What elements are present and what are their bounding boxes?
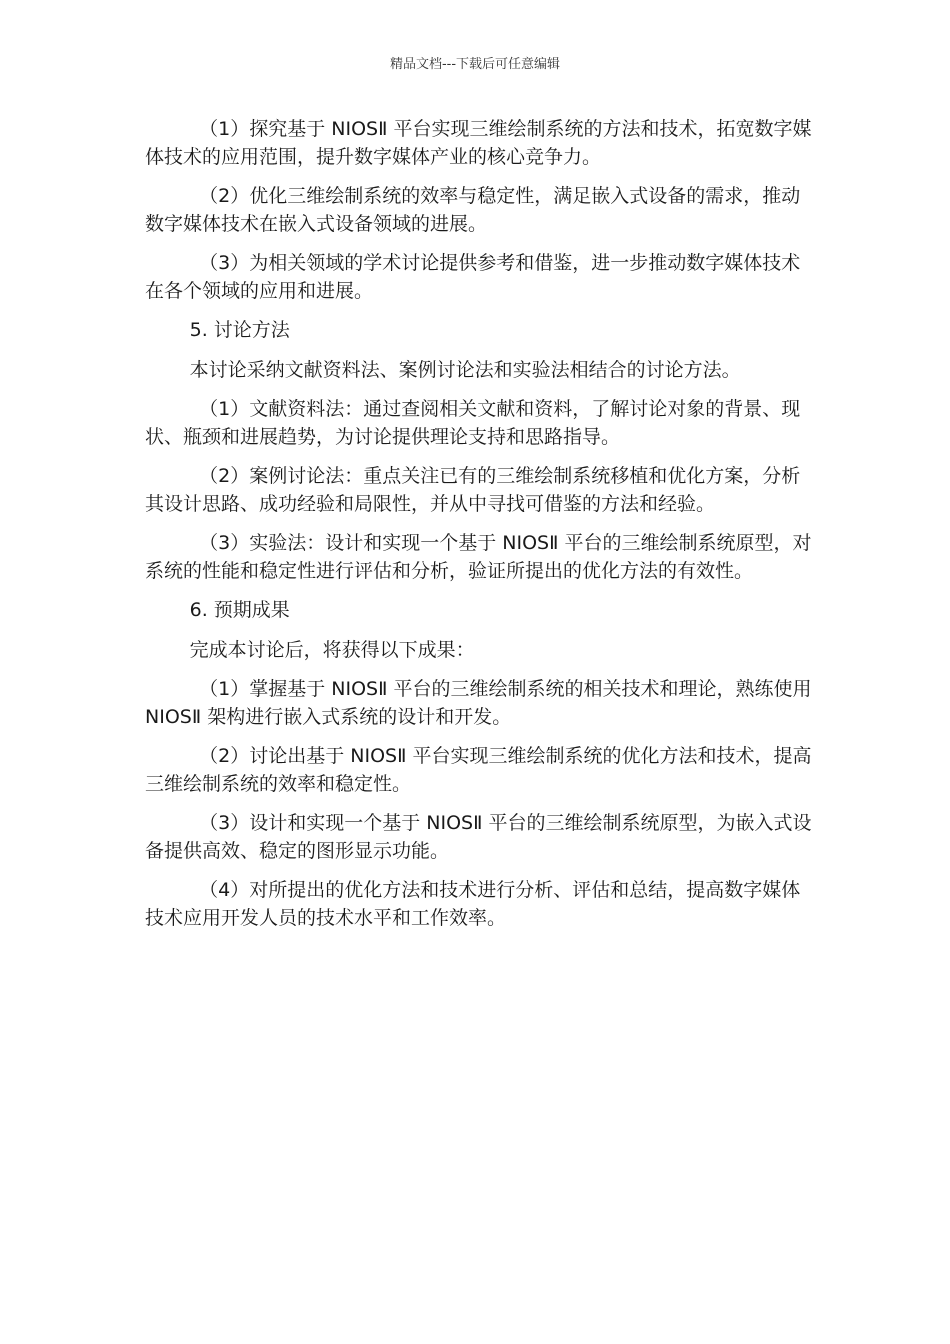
method-3-paragraph: （3）实验法：设计和实现一个基于 NIOSⅡ 平台的三维绘制系统原型，对系统的性能和稳定性进行评估和分析，验证所提出的优化方法的有效性。 <box>145 532 812 582</box>
outcome-2-paragraph: （2）讨论出基于 NIOSⅡ 平台实现三维绘制系统的优化方法和技术，提高三维绘制系统的效率和稳定性。 <box>145 745 812 795</box>
method-1-paragraph: （1）文献资料法：通过查阅相关文献和资料，了解讨论对象的背景、现状、瓶颈和进展趋势，为讨论提供理论支持和思路指导。 <box>145 398 801 448</box>
objective-3-paragraph: （3）为相关领域的学术讨论提供参考和借鉴，进一步推动数字媒体技术在各个领域的应用和进展。 <box>145 252 801 302</box>
section-heading-outcomes: 6. 预期成果 <box>189 599 290 621</box>
outcome-4-paragraph: （4）对所提出的优化方法和技术进行分析、评估和总结，提高数字媒体技术应用开发人员的技术水平和工作效率。 <box>145 879 801 929</box>
outcome-3-paragraph: （3）设计和实现一个基于 NIOSⅡ 平台的三维绘制系统原型，为嵌入式设备提供高效、稳定的图形显示功能。 <box>145 812 812 862</box>
method-2-paragraph: （2）案例讨论法：重点关注已有的三维绘制系统移植和优化方案，分析其设计思路、成功经验和局限性，并从中寻找可借鉴的方法和经验。 <box>145 465 801 515</box>
section-heading-methods: 5. 讨论方法 <box>189 319 290 341</box>
outcomes-intro-paragraph: 完成本讨论后，将获得以下成果： <box>189 638 475 661</box>
methods-intro-paragraph: 本讨论采纳文献资料法、案例讨论法和实验法相结合的讨论方法。 <box>189 358 741 381</box>
objective-2-paragraph: （2）优化三维绘制系统的效率与稳定性，满足嵌入式设备的需求，推动数字媒体技术在嵌入式设备领域的进展。 <box>145 185 801 235</box>
document-body <box>145 116 817 944</box>
outcome-1-paragraph: （1）掌握基于 NIOSⅡ 平台的三维绘制系统的相关技术和理论，熟练使用 NIOSⅡ 架构进行嵌入式系统的设计和开发。 <box>145 678 812 728</box>
page-header: 精品文档---下载后可任意编辑 <box>389 57 561 72</box>
objective-1-paragraph: （1）探究基于 NIOSⅡ 平台实现三维绘制系统的方法和技术，拓宽数字媒体技术的应用范围，提升数字媒体产业的核心竞争力。 <box>145 118 812 168</box>
